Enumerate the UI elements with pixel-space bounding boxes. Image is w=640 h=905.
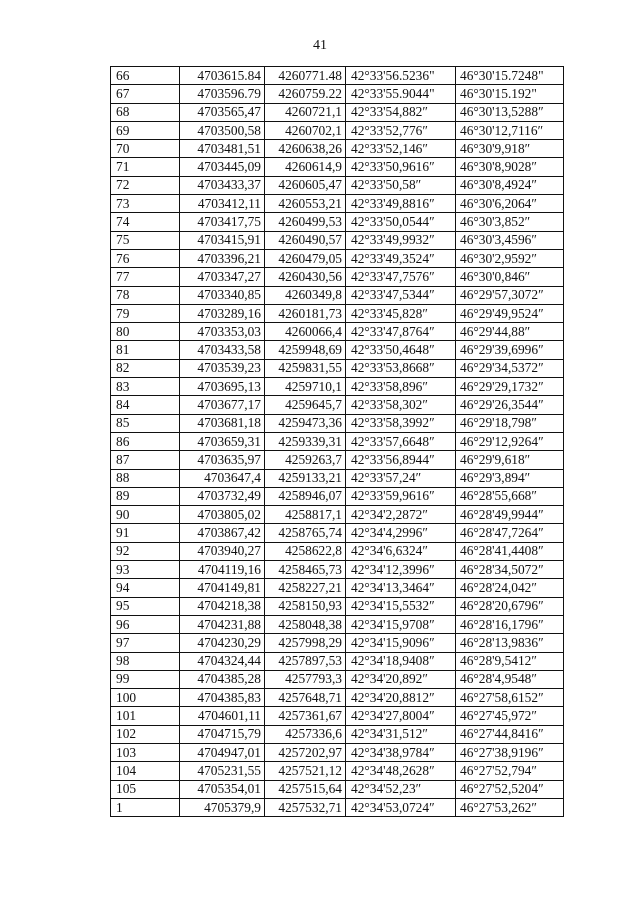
point-number-cell: 101 — [111, 707, 180, 725]
x-coordinate-cell: 4703412,11 — [180, 195, 265, 213]
x-coordinate-cell: 4704230,29 — [180, 634, 265, 652]
latitude-cell: 42°34'27,8004″ — [346, 707, 456, 725]
point-number-cell: 90 — [111, 506, 180, 524]
longitude-cell: 46°29'34,5372″ — [456, 359, 564, 377]
x-coordinate-cell: 4703732,49 — [180, 487, 265, 505]
longitude-cell: 46°29'39,6996″ — [456, 341, 564, 359]
point-number-cell: 68 — [111, 103, 180, 121]
longitude-cell: 46°29'18,798″ — [456, 414, 564, 432]
y-coordinate-cell: 4259263,7 — [265, 451, 346, 469]
x-coordinate-cell: 4704119,16 — [180, 561, 265, 579]
longitude-cell: 46°29'49,9524″ — [456, 304, 564, 322]
x-coordinate-cell: 4703635,97 — [180, 451, 265, 469]
table-row — [111, 249, 564, 267]
y-coordinate-cell: 4260479,05 — [265, 249, 346, 267]
x-coordinate-cell: 4703615.84 — [180, 67, 265, 85]
table-row — [111, 725, 564, 743]
longitude-cell: 46°28'9,5412″ — [456, 652, 564, 670]
longitude-cell: 46°29'12,9264″ — [456, 432, 564, 450]
table-row — [111, 359, 564, 377]
latitude-cell: 42°33'50,4648″ — [346, 341, 456, 359]
x-coordinate-cell: 4703565,47 — [180, 103, 265, 121]
table-row — [111, 176, 564, 194]
x-coordinate-cell: 4703647,4 — [180, 469, 265, 487]
latitude-cell: 42°33'58,3992″ — [346, 414, 456, 432]
latitude-cell: 42°34'18,9408″ — [346, 652, 456, 670]
longitude-cell: 46°28'34,5072″ — [456, 561, 564, 579]
latitude-cell: 42°33'49,3524″ — [346, 249, 456, 267]
table-row — [111, 140, 564, 158]
longitude-cell: 46°28'16,1796″ — [456, 615, 564, 633]
longitude-cell: 46°29'3,894″ — [456, 469, 564, 487]
x-coordinate-cell: 4704149,81 — [180, 579, 265, 597]
y-coordinate-cell: 4260702,1 — [265, 121, 346, 139]
longitude-cell: 46°27'53,262″ — [456, 798, 564, 816]
y-coordinate-cell: 4258765,74 — [265, 524, 346, 542]
table-row — [111, 432, 564, 450]
point-number-cell: 80 — [111, 323, 180, 341]
latitude-cell: 42°34'6,6324″ — [346, 542, 456, 560]
longitude-cell: 46°30'13,5288″ — [456, 103, 564, 121]
x-coordinate-cell: 4705379,9 — [180, 798, 265, 816]
page-number: 41 — [313, 38, 327, 53]
table-row — [111, 195, 564, 213]
x-coordinate-cell: 4703596.79 — [180, 85, 265, 103]
point-number-cell: 84 — [111, 396, 180, 414]
latitude-cell: 42°33'54,882″ — [346, 103, 456, 121]
point-number-cell: 87 — [111, 451, 180, 469]
table-row — [111, 67, 564, 85]
point-number-cell: 105 — [111, 780, 180, 798]
latitude-cell: 42°33'49,8816″ — [346, 195, 456, 213]
y-coordinate-cell: 4260181,73 — [265, 304, 346, 322]
point-number-cell: 91 — [111, 524, 180, 542]
latitude-cell: 42°34'15,9708″ — [346, 615, 456, 633]
latitude-cell: 42°33'56,8944″ — [346, 451, 456, 469]
x-coordinate-cell: 4703433,37 — [180, 176, 265, 194]
longitude-cell: 46°28'13,9836″ — [456, 634, 564, 652]
longitude-cell: 46°28'20,6796″ — [456, 597, 564, 615]
longitude-cell: 46°29'26,3544″ — [456, 396, 564, 414]
table-row — [111, 579, 564, 597]
longitude-cell: 46°30'3,4596″ — [456, 231, 564, 249]
table-row — [111, 213, 564, 231]
latitude-cell: 42°34'48,2628″ — [346, 762, 456, 780]
point-number-cell: 102 — [111, 725, 180, 743]
latitude-cell: 42°33'50,0544″ — [346, 213, 456, 231]
point-number-cell: 81 — [111, 341, 180, 359]
longitude-cell: 46°27'52,5204″ — [456, 780, 564, 798]
point-number-cell: 82 — [111, 359, 180, 377]
latitude-cell: 42°33'56.5236" — [346, 67, 456, 85]
point-number-cell: 93 — [111, 561, 180, 579]
point-number-cell: 73 — [111, 195, 180, 213]
latitude-cell: 42°33'58,896″ — [346, 378, 456, 396]
longitude-cell: 46°30'3,852″ — [456, 213, 564, 231]
longitude-cell: 46°29'29,1732″ — [456, 378, 564, 396]
table-row — [111, 286, 564, 304]
x-coordinate-cell: 4704947,01 — [180, 743, 265, 761]
latitude-cell: 42°33'53,8668″ — [346, 359, 456, 377]
y-coordinate-cell: 4258946,07 — [265, 487, 346, 505]
longitude-cell: 46°27'44,8416″ — [456, 725, 564, 743]
longitude-cell: 46°28'41,4408″ — [456, 542, 564, 560]
longitude-cell: 46°30'8,4924″ — [456, 176, 564, 194]
table-row — [111, 506, 564, 524]
x-coordinate-cell: 4703289,16 — [180, 304, 265, 322]
y-coordinate-cell: 4257202,97 — [265, 743, 346, 761]
x-coordinate-cell: 4703677,17 — [180, 396, 265, 414]
table-row — [111, 231, 564, 249]
latitude-cell: 42°34'15,9096″ — [346, 634, 456, 652]
latitude-cell: 42°33'57,24″ — [346, 469, 456, 487]
table-row — [111, 762, 564, 780]
table-row — [111, 451, 564, 469]
point-number-cell: 76 — [111, 249, 180, 267]
latitude-cell: 42°33'45,828″ — [346, 304, 456, 322]
longitude-cell: 46°30'0,846″ — [456, 268, 564, 286]
latitude-cell: 42°34'38,9784″ — [346, 743, 456, 761]
table-row — [111, 597, 564, 615]
point-number-cell: 92 — [111, 542, 180, 560]
y-coordinate-cell: 4257648,71 — [265, 689, 346, 707]
x-coordinate-cell: 4703681,18 — [180, 414, 265, 432]
longitude-cell: 46°30'9,918″ — [456, 140, 564, 158]
latitude-cell: 42°34'20,8812″ — [346, 689, 456, 707]
table-row — [111, 615, 564, 633]
y-coordinate-cell: 4260066,4 — [265, 323, 346, 341]
latitude-cell: 42°33'50,9616″ — [346, 158, 456, 176]
longitude-cell: 46°28'4,9548″ — [456, 670, 564, 688]
y-coordinate-cell: 4258227,21 — [265, 579, 346, 597]
table-row — [111, 542, 564, 560]
latitude-cell: 42°33'47,7576″ — [346, 268, 456, 286]
point-number-cell: 77 — [111, 268, 180, 286]
point-number-cell: 86 — [111, 432, 180, 450]
point-number-cell: 103 — [111, 743, 180, 761]
x-coordinate-cell: 4703415,91 — [180, 231, 265, 249]
y-coordinate-cell: 4257998,29 — [265, 634, 346, 652]
point-number-cell: 85 — [111, 414, 180, 432]
latitude-cell: 42°33'59,9616″ — [346, 487, 456, 505]
x-coordinate-cell: 4704601,11 — [180, 707, 265, 725]
y-coordinate-cell: 4257336,6 — [265, 725, 346, 743]
y-coordinate-cell: 4257521,12 — [265, 762, 346, 780]
longitude-cell: 46°27'58,6152″ — [456, 689, 564, 707]
y-coordinate-cell: 4259133,21 — [265, 469, 346, 487]
point-number-cell: 75 — [111, 231, 180, 249]
longitude-cell: 46°27'45,972″ — [456, 707, 564, 725]
y-coordinate-cell: 4260614,9 — [265, 158, 346, 176]
point-number-cell: 1 — [111, 798, 180, 816]
y-coordinate-cell: 4257793,3 — [265, 670, 346, 688]
table-row — [111, 689, 564, 707]
x-coordinate-cell: 4703347,27 — [180, 268, 265, 286]
longitude-cell: 46°29'9,618″ — [456, 451, 564, 469]
table-row — [111, 743, 564, 761]
x-coordinate-cell: 4704385,28 — [180, 670, 265, 688]
x-coordinate-cell: 4703433,58 — [180, 341, 265, 359]
x-coordinate-cell: 4703867,42 — [180, 524, 265, 542]
table-row — [111, 268, 564, 286]
x-coordinate-cell: 4703481,51 — [180, 140, 265, 158]
longitude-cell: 46°28'49,9944″ — [456, 506, 564, 524]
y-coordinate-cell: 4258817,1 — [265, 506, 346, 524]
x-coordinate-cell: 4704715,79 — [180, 725, 265, 743]
point-number-cell: 95 — [111, 597, 180, 615]
x-coordinate-cell: 4703940,27 — [180, 542, 265, 560]
y-coordinate-cell: 4257361,67 — [265, 707, 346, 725]
point-number-cell: 72 — [111, 176, 180, 194]
x-coordinate-cell: 4703500,58 — [180, 121, 265, 139]
longitude-cell: 46°29'44,88″ — [456, 323, 564, 341]
table-row — [111, 121, 564, 139]
x-coordinate-cell: 4703353,03 — [180, 323, 265, 341]
point-number-cell: 89 — [111, 487, 180, 505]
table-row — [111, 103, 564, 121]
y-coordinate-cell: 4260553,21 — [265, 195, 346, 213]
x-coordinate-cell: 4703396,21 — [180, 249, 265, 267]
x-coordinate-cell: 4703445,09 — [180, 158, 265, 176]
longitude-cell: 46°30'15.192" — [456, 85, 564, 103]
point-number-cell: 104 — [111, 762, 180, 780]
latitude-cell: 42°33'52,776″ — [346, 121, 456, 139]
y-coordinate-cell: 4260638,26 — [265, 140, 346, 158]
table-row — [111, 469, 564, 487]
table-row — [111, 670, 564, 688]
latitude-cell: 42°34'4,2996″ — [346, 524, 456, 542]
point-number-cell: 70 — [111, 140, 180, 158]
y-coordinate-cell: 4258048,38 — [265, 615, 346, 633]
point-number-cell: 94 — [111, 579, 180, 597]
point-number-cell: 69 — [111, 121, 180, 139]
y-coordinate-cell: 4258150,93 — [265, 597, 346, 615]
table-row — [111, 158, 564, 176]
y-coordinate-cell: 4258622,8 — [265, 542, 346, 560]
latitude-cell: 42°33'47,5344″ — [346, 286, 456, 304]
latitude-cell: 42°33'55.9044" — [346, 85, 456, 103]
point-number-cell: 88 — [111, 469, 180, 487]
longitude-cell: 46°30'2,9592″ — [456, 249, 564, 267]
y-coordinate-cell: 4260430,56 — [265, 268, 346, 286]
latitude-cell: 42°34'20,892″ — [346, 670, 456, 688]
latitude-cell: 42°34'13,3464″ — [346, 579, 456, 597]
longitude-cell: 46°28'47,7264″ — [456, 524, 564, 542]
x-coordinate-cell: 4704231,88 — [180, 615, 265, 633]
longitude-cell: 46°30'15.7248" — [456, 67, 564, 85]
y-coordinate-cell: 4259948,69 — [265, 341, 346, 359]
point-number-cell: 66 — [111, 67, 180, 85]
y-coordinate-cell: 4257515,64 — [265, 780, 346, 798]
coordinates-table-body — [111, 67, 564, 817]
point-number-cell: 99 — [111, 670, 180, 688]
x-coordinate-cell: 4703659,31 — [180, 432, 265, 450]
x-coordinate-cell: 4703417,75 — [180, 213, 265, 231]
table-row — [111, 561, 564, 579]
latitude-cell: 42°34'52,23″ — [346, 780, 456, 798]
longitude-cell: 46°30'8,9028″ — [456, 158, 564, 176]
y-coordinate-cell: 4257897,53 — [265, 652, 346, 670]
latitude-cell: 42°33'57,6648″ — [346, 432, 456, 450]
coordinates-table — [110, 66, 564, 817]
table-row — [111, 341, 564, 359]
longitude-cell: 46°27'38,9196″ — [456, 743, 564, 761]
latitude-cell: 42°34'15,5532″ — [346, 597, 456, 615]
x-coordinate-cell: 4703340,85 — [180, 286, 265, 304]
x-coordinate-cell: 4704324,44 — [180, 652, 265, 670]
y-coordinate-cell: 4260605,47 — [265, 176, 346, 194]
latitude-cell: 42°33'52,146″ — [346, 140, 456, 158]
y-coordinate-cell: 4259473,36 — [265, 414, 346, 432]
x-coordinate-cell: 4703695,13 — [180, 378, 265, 396]
table-row — [111, 707, 564, 725]
x-coordinate-cell: 4705354,01 — [180, 780, 265, 798]
latitude-cell: 42°34'2,2872″ — [346, 506, 456, 524]
y-coordinate-cell: 4257532,71 — [265, 798, 346, 816]
table-row — [111, 798, 564, 816]
latitude-cell: 42°34'53,0724″ — [346, 798, 456, 816]
y-coordinate-cell: 4259339,31 — [265, 432, 346, 450]
y-coordinate-cell: 4259710,1 — [265, 378, 346, 396]
longitude-cell: 46°30'6,2064″ — [456, 195, 564, 213]
x-coordinate-cell: 4704385,83 — [180, 689, 265, 707]
point-number-cell: 79 — [111, 304, 180, 322]
y-coordinate-cell: 4260771.48 — [265, 67, 346, 85]
table-row — [111, 414, 564, 432]
table-row — [111, 487, 564, 505]
x-coordinate-cell: 4704218,38 — [180, 597, 265, 615]
latitude-cell: 42°33'47,8764″ — [346, 323, 456, 341]
point-number-cell: 74 — [111, 213, 180, 231]
y-coordinate-cell: 4259831,55 — [265, 359, 346, 377]
longitude-cell: 46°29'57,3072″ — [456, 286, 564, 304]
table-row — [111, 85, 564, 103]
table-row — [111, 396, 564, 414]
latitude-cell: 42°34'31,512″ — [346, 725, 456, 743]
table-row — [111, 780, 564, 798]
point-number-cell: 100 — [111, 689, 180, 707]
y-coordinate-cell: 4260759.22 — [265, 85, 346, 103]
y-coordinate-cell: 4259645,7 — [265, 396, 346, 414]
point-number-cell: 71 — [111, 158, 180, 176]
table-row — [111, 634, 564, 652]
x-coordinate-cell: 4703539,23 — [180, 359, 265, 377]
table-row — [111, 323, 564, 341]
table-row — [111, 378, 564, 396]
point-number-cell: 67 — [111, 85, 180, 103]
point-number-cell: 78 — [111, 286, 180, 304]
table-row — [111, 652, 564, 670]
y-coordinate-cell: 4260499,53 — [265, 213, 346, 231]
longitude-cell: 46°28'24,042″ — [456, 579, 564, 597]
longitude-cell: 46°27'52,794″ — [456, 762, 564, 780]
latitude-cell: 42°34'12,3996″ — [346, 561, 456, 579]
longitude-cell: 46°28'55,668″ — [456, 487, 564, 505]
y-coordinate-cell: 4260721,1 — [265, 103, 346, 121]
y-coordinate-cell: 4260490,57 — [265, 231, 346, 249]
point-number-cell: 96 — [111, 615, 180, 633]
latitude-cell: 42°33'49,9932″ — [346, 231, 456, 249]
point-number-cell: 83 — [111, 378, 180, 396]
latitude-cell: 42°33'50,58″ — [346, 176, 456, 194]
x-coordinate-cell: 4705231,55 — [180, 762, 265, 780]
longitude-cell: 46°30'12,7116″ — [456, 121, 564, 139]
x-coordinate-cell: 4703805,02 — [180, 506, 265, 524]
point-number-cell: 98 — [111, 652, 180, 670]
table-row — [111, 524, 564, 542]
latitude-cell: 42°33'58,302″ — [346, 396, 456, 414]
y-coordinate-cell: 4258465,73 — [265, 561, 346, 579]
y-coordinate-cell: 4260349,8 — [265, 286, 346, 304]
point-number-cell: 97 — [111, 634, 180, 652]
table-row — [111, 304, 564, 322]
